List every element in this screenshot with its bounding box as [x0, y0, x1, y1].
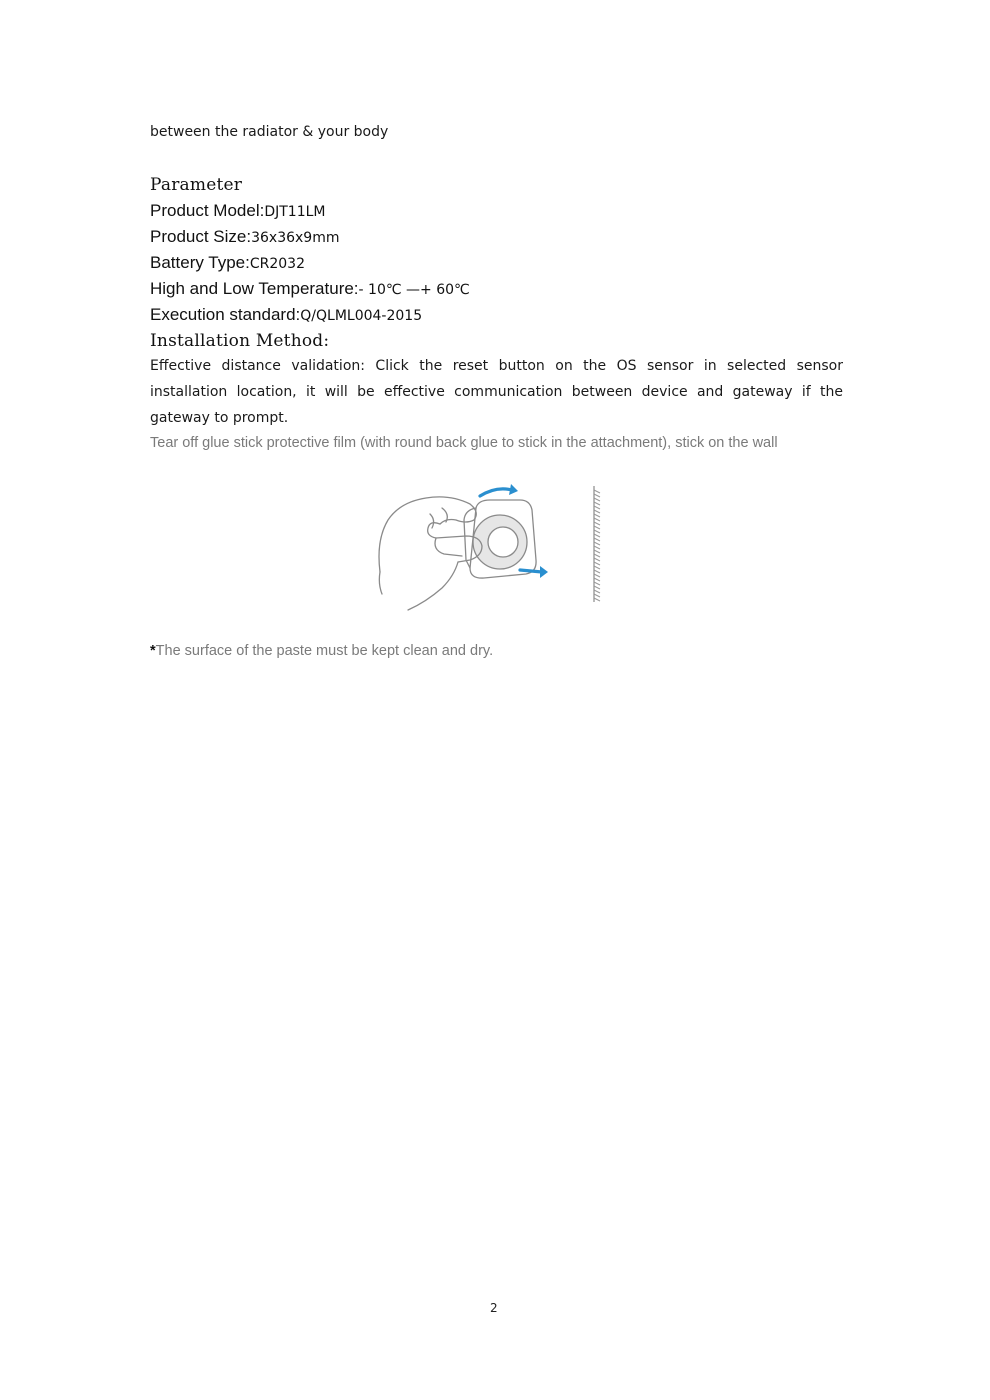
- wrist-shape: [408, 562, 458, 610]
- installation-paragraph: Effective distance validation: Click the reset button on the OS sensor in selected sensor installation location, it will be effective communication between device and gateway if the gateway to prompt.: [150, 358, 843, 426]
- finger-crease-shape-2: [442, 508, 447, 522]
- finger-crease-shape: [430, 514, 434, 528]
- intro-line: between the radiator & your body: [150, 124, 389, 140]
- hatch-mark: [594, 574, 600, 577]
- hatch-mark: [594, 550, 600, 553]
- rotate-arrowhead-shape: [509, 484, 518, 495]
- parameter-value: CR2032: [249, 256, 305, 272]
- wrist-shape-2: [379, 572, 382, 594]
- wall-hatching: [594, 490, 600, 601]
- parameter-row: [150, 227, 340, 247]
- hatch-mark: [594, 582, 600, 585]
- parameter-label: Product Size:: [150, 227, 252, 246]
- parameter-row: [150, 305, 422, 325]
- hatch-mark: [594, 534, 600, 537]
- hatch-mark: [594, 578, 600, 581]
- note: [150, 643, 493, 659]
- hatch-mark: [594, 514, 600, 517]
- finger-shape: [435, 538, 462, 556]
- hatch-mark: [594, 518, 600, 521]
- note-asterisk: *: [150, 643, 156, 659]
- hand-outline-shape: [379, 497, 476, 572]
- parameter-value: 36x36x9mm: [251, 230, 340, 246]
- hatch-mark: [594, 570, 600, 573]
- parameter-label: Battery Type:: [150, 253, 250, 272]
- hatch-mark: [594, 542, 600, 545]
- parameter-label: High and Low Temperature:: [150, 279, 359, 298]
- parameter-heading: Parameter: [150, 175, 243, 195]
- hatch-mark: [594, 510, 600, 513]
- hatch-mark: [594, 586, 600, 589]
- hatch-mark: [594, 538, 600, 541]
- rotate-arrow-shape: [480, 489, 512, 496]
- installation-illustration: [370, 480, 620, 620]
- hatch-mark: [594, 598, 600, 601]
- tear-off-instruction: Tear off glue stick protective film (with round back glue to stick in the attachment), stick on the wall: [150, 435, 778, 451]
- hatch-mark: [594, 526, 600, 529]
- hatch-mark: [594, 506, 600, 509]
- note-text: The surface of the paste must be kept clean and dry.: [155, 643, 494, 659]
- parameter-value: DJT11LM: [264, 204, 326, 220]
- hatch-mark: [594, 522, 600, 525]
- hatch-mark: [594, 494, 600, 497]
- hatch-mark: [594, 554, 600, 557]
- parameter-value: Q/QLML004-2015: [300, 308, 423, 324]
- hatch-mark: [594, 498, 600, 501]
- hatch-mark: [594, 558, 600, 561]
- pull-arrow-shape: [520, 570, 542, 572]
- parameter-row: [150, 253, 305, 273]
- parameter-label: Product Model:: [150, 201, 265, 220]
- parameter-row: [150, 279, 470, 299]
- installation-heading: Installation Method:: [150, 331, 330, 351]
- hatch-mark: [594, 502, 600, 505]
- hatch-mark: [594, 566, 600, 569]
- pull-arrowhead-shape: [540, 566, 548, 578]
- hatch-mark: [594, 490, 600, 493]
- parameter-label: Execution standard:: [150, 305, 301, 324]
- film-hole-shape: [488, 527, 518, 557]
- parameter-row: [150, 201, 326, 221]
- hatch-mark: [594, 590, 600, 593]
- hatch-mark: [594, 594, 600, 597]
- hatch-mark: [594, 562, 600, 565]
- page-number: 2: [490, 1301, 498, 1315]
- hatch-mark: [594, 546, 600, 549]
- parameter-value: - 10℃ —+ 60℃: [358, 282, 470, 298]
- hatch-mark: [594, 530, 600, 533]
